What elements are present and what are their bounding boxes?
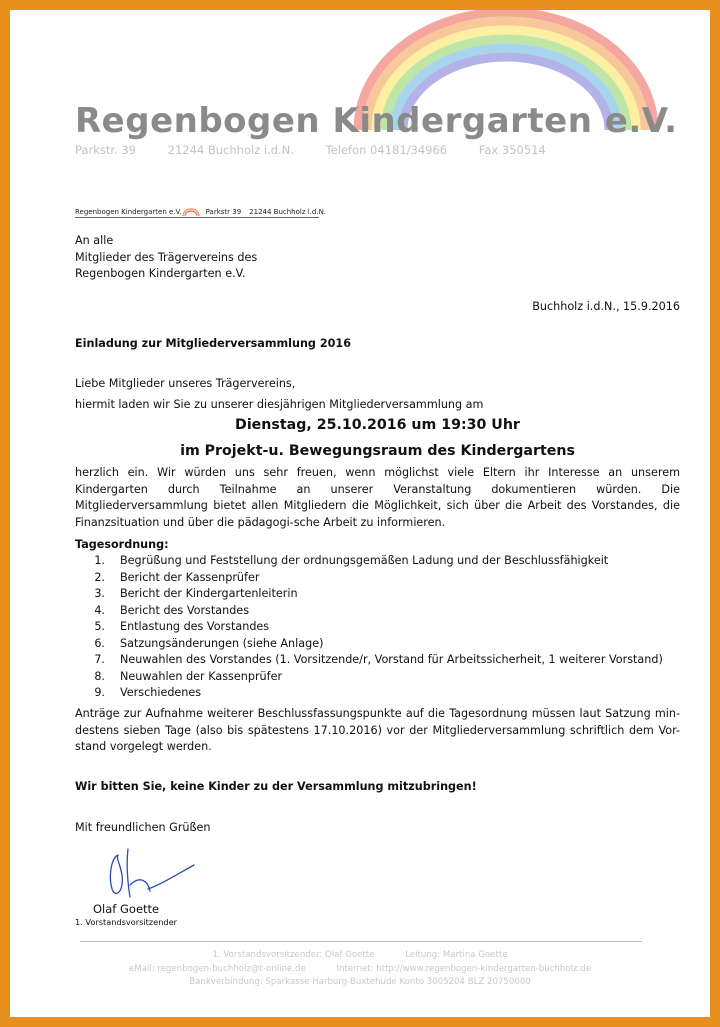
- letter-subject: Einladung zur Mitgliederversammlung 2016: [75, 337, 351, 350]
- body-paragraph: herzlich ein. Wir würden uns sehr freuen, wenn möglichst viele Eltern ihr Interesse an unserem Kindergarten durch Teilnahme an unserer Veranstaltung dokumentieren würden. Die Mitgliederversammlung bietet allen Mitgliedern die Möglichkeit, sich über die Arbeit des Vorstandes, die Finanzsituation und über die pädagogi-sche Arbeit zu informieren.: [75, 466, 680, 529]
- agenda-item: 5. Entlastung des Vorstandes: [94, 620, 270, 633]
- sender-city: 21244 Buchholz i.d.N.: [249, 208, 327, 216]
- footer-web[interactable]: Internet: http://www.regenbogen-kindergarten-buchholz.de: [336, 964, 591, 974]
- event-datetime: Dienstag, 25.10.2016 um 19:30 Uhr: [235, 417, 520, 433]
- footer-row-1: [50, 950, 670, 960]
- agenda-item: 6. Satzungsänderungen (siehe Anlage): [94, 636, 324, 650]
- footer-head: Leitung: Martina Goette: [405, 950, 508, 960]
- closing-phrase: Mit freundlichen Grüßen: [75, 821, 211, 834]
- letter-date: Buchholz i.d.N., 15.9.2016: [532, 300, 680, 313]
- agenda-item: 2. Bericht der Kassenprüfer: [94, 570, 260, 584]
- event-location: im Projekt-u. Bewegungsraum des Kindergartens: [180, 443, 575, 459]
- agenda-item: 9. Verschiedenes: [94, 686, 202, 699]
- letterhead-phone: Telefon 04181/34966: [325, 143, 448, 157]
- letterhead-city: 21244 Buchholz i.d.N.: [167, 143, 294, 157]
- salutation: Liebe Mitglieder unseres Trägervereins,: [75, 377, 296, 390]
- agenda-item: 7. Neuwahlen des Vorstandes (1. Vorsitzende/r, Vorstand für Arbeitssicherheit, 1 weiterer Vorstand): [94, 653, 663, 666]
- agenda-item: 3. Bericht der Kindergartenleiterin: [94, 587, 298, 600]
- recipient-line-1: An alle: [75, 234, 114, 247]
- handwritten-signature: [90, 845, 210, 905]
- agenda-list: [75, 553, 680, 702]
- letterhead-street: Parkstr. 39: [75, 143, 136, 157]
- letter-page: [10, 10, 710, 1017]
- footer-chair: 1. Vorstandsvorsitzender: Olaf Goette: [212, 950, 375, 960]
- signer-role: 1. Vorstandsvorsitzender: [75, 917, 177, 927]
- recipient-block: [75, 233, 680, 283]
- motions-paragraph: Anträge zur Aufnahme weiterer Beschlussfassungspunkte auf die Tagesordnung müssen laut Satzung min-destens sieben Tage (also bis spätestens 17.10.2016) vor der Mitgliederversammlung schriftlich dem Vor-stand vorgelegt werden.: [75, 707, 680, 753]
- letterhead-address: [75, 143, 574, 157]
- mini-rainbow-icon: [182, 208, 200, 216]
- agenda-item: 1. Begrüßung und Feststellung der ordnungsgemäßen Ladung und der Beschlussfähigkeit: [94, 554, 609, 567]
- footer-row-2: [50, 964, 670, 974]
- intro-line: hiermit laden wir Sie zu unserer diesjährigen Mitgliederversammlung am: [75, 398, 484, 411]
- sender-line: [75, 208, 327, 218]
- footer-divider: [80, 941, 642, 942]
- sender-name: Regenbogen Kindergarten e.V.: [75, 208, 182, 216]
- sender-street: Parkstr 39: [205, 208, 242, 216]
- signer-name: Olaf Goette: [93, 902, 160, 916]
- recipient-line-2: Mitglieder des Trägervereins des: [75, 250, 258, 264]
- recipient-line-3: Regenbogen Kindergarten e.V.: [75, 267, 246, 280]
- footer-email[interactable]: eMail: regenbogen-buchholz@t-online.de: [129, 964, 306, 974]
- no-children-notice: Wir bitten Sie, keine Kinder zu der Versammlung mitzubringen!: [75, 780, 477, 793]
- organization-title: Regenbogen Kindergarten e.V.: [75, 101, 678, 141]
- agenda-item: 4. Bericht des Vorstandes: [94, 603, 250, 617]
- agenda-heading: Tagesordnung:: [75, 538, 169, 551]
- agenda-item: 8. Neuwahlen der Kassenprüfer: [94, 669, 283, 683]
- footer-bank: Bankverbindung: Sparkasse Harburg-Buxtehude Konto 3005204 BLZ 20750000: [189, 977, 531, 987]
- letterhead-fax: Fax 350514: [478, 143, 546, 157]
